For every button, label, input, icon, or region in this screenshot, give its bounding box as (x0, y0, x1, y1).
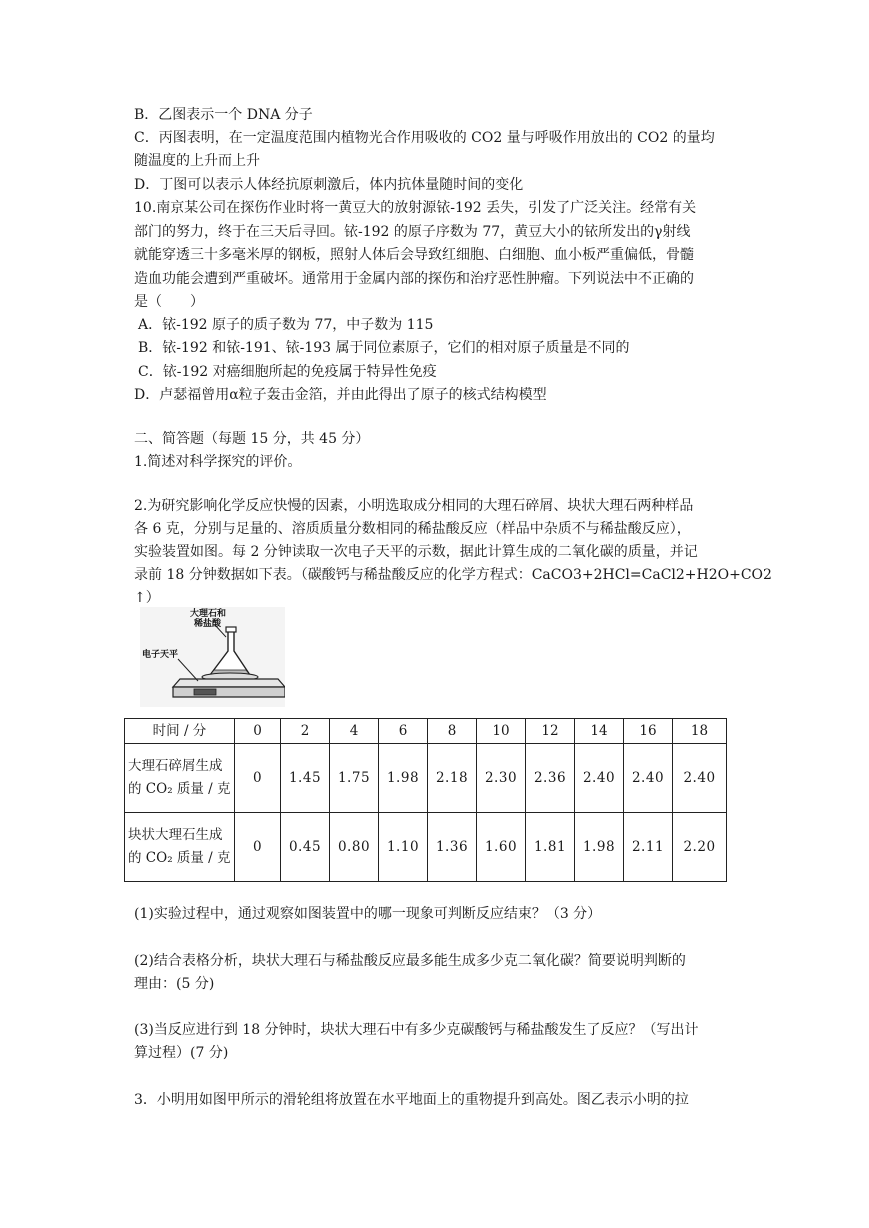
question-10-line-2: 部门的努力，终于在三天后寻回。铱-192 的原子序数为 77，黄豆大小的铱所发出的γ射线 (134, 224, 691, 240)
option-d-line: D．丁图可以表示人体经抗原刺激后，体内抗体量随时间的变化 (134, 177, 524, 193)
table-cell: 1.10 (379, 813, 428, 882)
table-cell: 2.40 (575, 744, 624, 813)
table-cell: 2.20 (673, 813, 727, 882)
table-cell: 0 (235, 813, 281, 882)
balance-label: 电子天平 (142, 650, 179, 660)
row-label-block: 块状大理石生成的 CO₂ 质量 / 克 (125, 813, 235, 882)
short-question-1: 1.简述对科学探究的评价。 (134, 454, 302, 470)
q10-option-a: A．铱-192 原子的质子数为 77，中子数为 115 (138, 317, 434, 333)
table-cell: 1.81 (526, 813, 575, 882)
header-time: 14 (575, 719, 624, 744)
table-cell: 1.45 (281, 744, 330, 813)
header-time: 6 (379, 719, 428, 744)
header-time: 8 (428, 719, 477, 744)
short-question-2-line-1: 2.为研究影响化学反应快慢的因素，小明选取成分相同的大理石碎屑、块状大理石两种样品 (134, 498, 694, 514)
table-cell: 2.40 (673, 744, 727, 813)
sub-question-3-line-2: 算过程）(7 分) (134, 1045, 229, 1061)
table-cell: 0.45 (281, 813, 330, 882)
header-time: 2 (281, 719, 330, 744)
table-cell: 1.98 (379, 744, 428, 813)
short-question-2-line-5: ↑） (134, 590, 160, 606)
flask-label-2: 稀盐酸 (194, 619, 222, 629)
short-question-2-line-2: 各 6 克，分别与足量的、溶质质量分数相同的稀盐酸反应（样品中杂质不与稀盐酸反应）， (134, 521, 691, 537)
table-cell: 1.75 (330, 744, 379, 813)
table-cell: 0 (235, 744, 281, 813)
header-time: 18 (673, 719, 727, 744)
header-time: 12 (526, 719, 575, 744)
short-question-3-line-1: 3．小明用如图甲所示的滑轮组将放置在水平地面上的重物提升到高处。图乙表示小明的拉 (134, 1092, 689, 1108)
header-time: 0 (235, 719, 281, 744)
table-cell: 1.98 (575, 813, 624, 882)
question-10-line-1: 10.南京某公司在探伤作业时将一黄豆大的放射源铱-192 丢失，引发了广泛关注。经常有关 (134, 200, 697, 216)
header-cell-time: 时间 / 分 (125, 719, 235, 744)
sub-question-2-line-1: (2)结合表格分析，块状大理石与稀盐酸反应最多能生成多少克二氧化碳？简要说明判断的 (134, 953, 686, 969)
question-10-line-5: 是（ ） (134, 294, 204, 310)
table-row (125, 813, 727, 882)
table-cell: 0.80 (330, 813, 379, 882)
row-label-crushed: 大理石碎屑生成的 CO₂ 质量 / 克 (125, 744, 235, 813)
table-cell: 2.36 (526, 744, 575, 813)
sub-question-2-line-2: 理由：(5 分) (134, 976, 215, 992)
header-time: 10 (477, 719, 526, 744)
section-2-heading: 二、简答题（每题 15 分，共 45 分） (134, 431, 370, 447)
header-time: 16 (624, 719, 673, 744)
table-cell: 2.11 (624, 813, 673, 882)
header-time: 4 (330, 719, 379, 744)
table-cell: 1.60 (477, 813, 526, 882)
short-question-2-line-3: 实验装置如图。每 2 分钟读取一次电子天平的示数，据此计算生成的二氧化碳的质量，并记 (134, 544, 698, 560)
option-b-line: B．乙图表示一个 DNA 分子 (134, 107, 313, 123)
q10-option-c: C．铱-192 对癌细胞所起的免疫属于特异性免疫 (138, 364, 437, 380)
q10-option-d: D．卢瑟福曾用α粒子轰击金箔，并由此得出了原子的核式结构模型 (134, 387, 547, 403)
table-header-row (125, 719, 727, 744)
sub-question-1: (1)实验过程中，通过观察如图装置中的哪一现象可判断反应结束？（3 分） (134, 906, 602, 922)
table-cell: 2.18 (428, 744, 477, 813)
apparatus-figure (140, 607, 285, 707)
question-10-line-4: 造血功能会遭到严重破坏。通常用于金属内部的探伤和治疗恶性肿瘤。下列说法中不正确的 (134, 271, 694, 287)
short-question-2-line-4: 录前 18 分钟数据如下表。（碳酸钙与稀盐酸反应的化学方程式：CaCO3+2HCl=CaCl2+H2O+CO2 (134, 567, 772, 583)
q10-option-b: B．铱-192 和铱-191、铱-193 属于同位素原子，它们的相对原子质量是不同的 (138, 340, 630, 356)
table-cell: 1.36 (428, 813, 477, 882)
flask-label: 大理石和 (190, 609, 227, 619)
table-cell: 2.40 (624, 744, 673, 813)
option-c-line-cont: 随温度的上升而上升 (134, 153, 260, 169)
balance-flask-illustration (140, 607, 285, 707)
sub-question-3-line-1: (3)当反应进行到 18 分钟时，块状大理石中有多少克碳酸钙与稀盐酸发生了反应？（写出计 (134, 1022, 699, 1038)
option-c-line: C．丙图表明，在一定温度范围内植物光合作用吸收的 CO2 量与呼吸作用放出的 CO2 的量均 (134, 130, 715, 146)
question-10-line-3: 就能穿透三十多毫米厚的钢板，照射人体后会导致红细胞、白细胞、血小板严重偏低，骨髓 (134, 247, 694, 263)
table-cell: 2.30 (477, 744, 526, 813)
co2-mass-table (124, 718, 727, 882)
table-row (125, 744, 727, 813)
